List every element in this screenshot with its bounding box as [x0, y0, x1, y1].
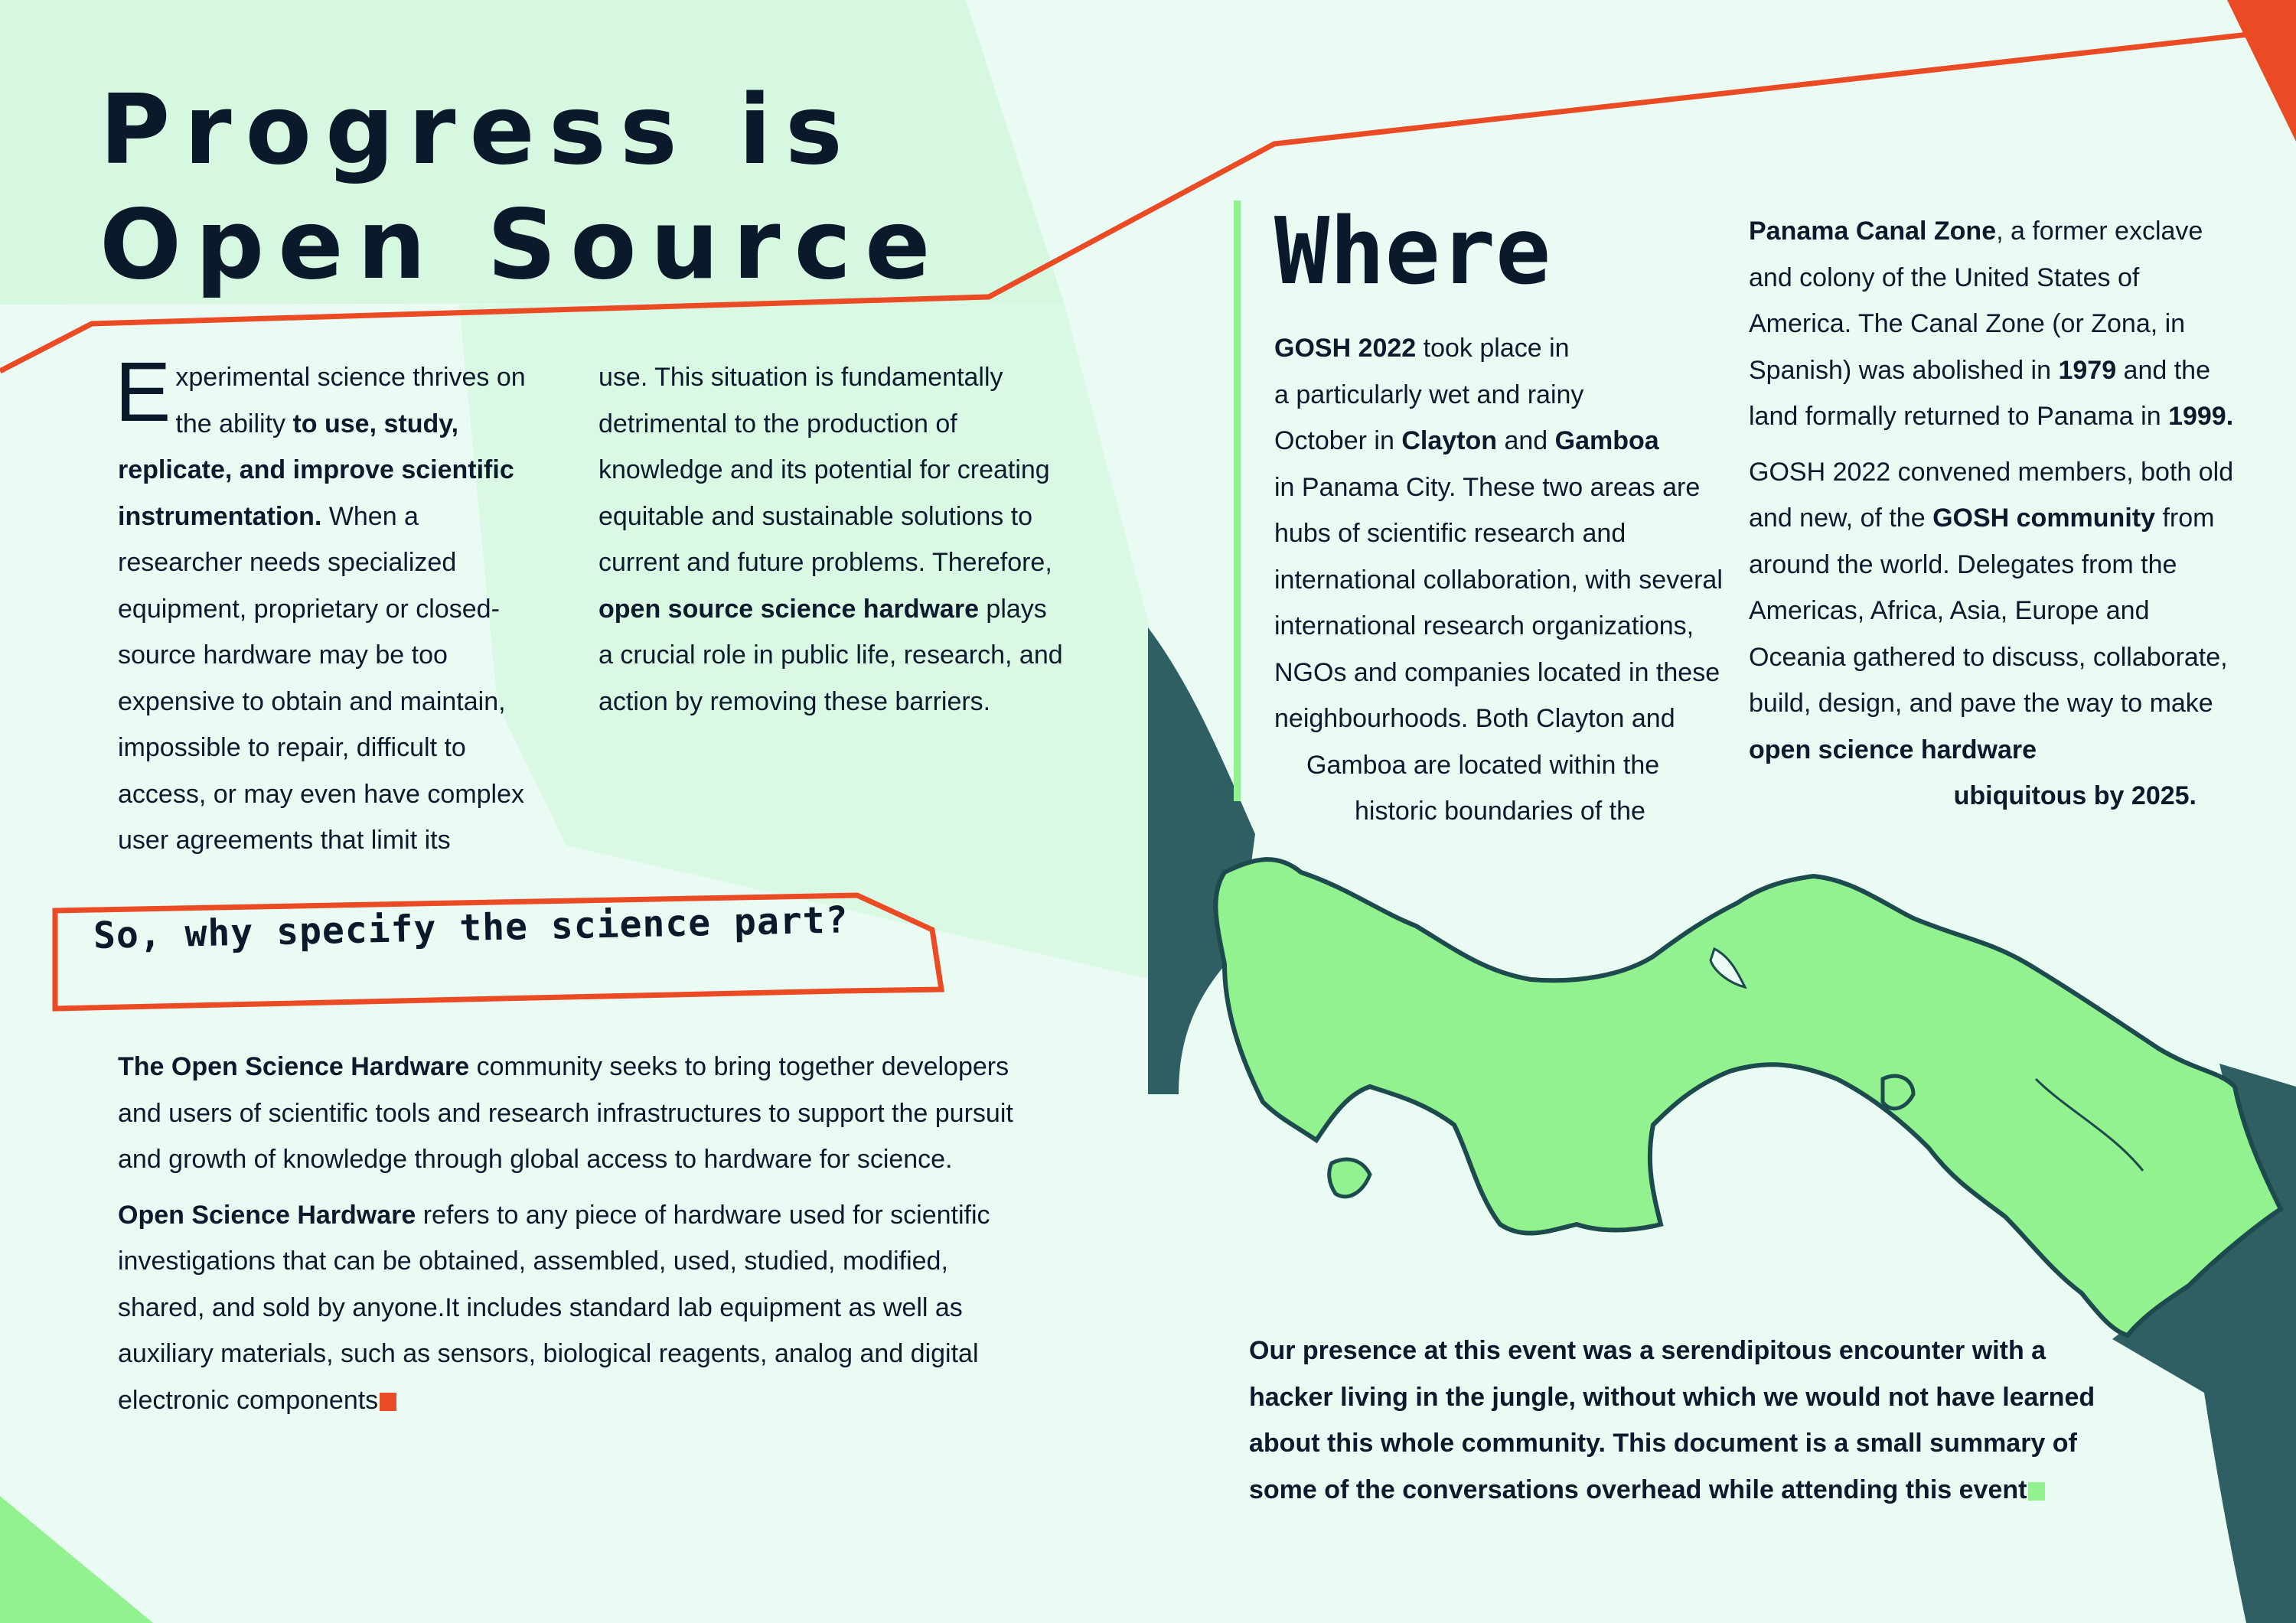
intro-column-1 [115, 345, 546, 864]
intro-col1-bold: to use, study, replicate, and improve scientific instrumentation. [118, 409, 514, 531]
intro-column-2 [598, 354, 1065, 725]
intro-col1-text-a: xperimental science thrives on the ability [175, 363, 526, 438]
science-paragraph-1 [118, 1044, 1029, 1183]
where-final-line [1749, 773, 2239, 820]
where-gamboa: Gamboa [1554, 426, 1659, 455]
science-p1-text: community seeks to bring together developers and users of scientific tools and research infrastructures to support the pursuit and growth of knowledge through global access to hardware for science. [118, 1052, 1013, 1174]
year-1979: 1979 [2058, 355, 2117, 385]
title-line-2: Open Source [99, 188, 944, 301]
gosh-community-bold: GOSH community [1932, 504, 2156, 533]
end-mark-green [2028, 1482, 2045, 1501]
canal-zone-bold: Panama Canal Zone [1749, 217, 1997, 246]
where-clayton: Clayton [1401, 426, 1497, 455]
intro-col2-bold: open source science hardware [598, 594, 979, 624]
intro-col1-text-b: When a researcher needs specialized equipment, proprietary or closed-source hardware may be too expensive to obtain and maintain, impossible to repair, difficult to access, or may even have complex user agreements that limit its [118, 501, 525, 855]
intro-col2-text-a: use. This situation is fundamentally detrimental to the production of knowledge and its potential for creating equitable and sustainable solutions to current and future problems. Therefore, [598, 363, 1052, 577]
closing-paragraph [1249, 1328, 2122, 1513]
bg-shape-corner [0, 1496, 153, 1623]
community-text-b: from around the world. Delegates from the Americas, Africa, Asia, Europe and Oceania gathered to discuss, collaborate, build, design, and pave the way to make [1749, 504, 2228, 718]
science-section [118, 1044, 1029, 1432]
end-mark-red [380, 1393, 396, 1411]
science-paragraph-2 [118, 1192, 1029, 1424]
map-island-2 [1883, 1076, 1913, 1109]
where-and: and [1497, 426, 1555, 455]
science-p1-bold: The Open Science Hardware [118, 1052, 470, 1081]
where-accent-bar [1234, 200, 1241, 801]
where-line-1 [1274, 325, 1733, 372]
where-paragraph-canal [1749, 208, 2239, 440]
where-line-2: a particularly wet and rainy [1274, 380, 1584, 409]
section-subheading: So, why specify the science part? [93, 898, 850, 957]
ubiquitous-bold: ubiquitous by 2025. [1953, 781, 2197, 810]
where-line-4: in Panama City. These two areas are hubs of scientific research and international collaboration, with several international research organizations, NGOs and companies located in these neighbourhoods. Both Clayton and [1274, 472, 1723, 733]
intro-col2-text-b: plays a crucial role in public life, research, and action by removing these barriers. [598, 594, 1063, 716]
closing-text: Our presence at this event was a serendipitous encounter with a hacker living in the jungle, without which we would not have learned about this whole community. This document is a small summary of some of the conversations overhead while attending this event [1249, 1336, 2095, 1504]
canal-text-mid: and the land formally returned to Panama in [1749, 355, 2210, 431]
map-island-1 [1329, 1159, 1370, 1197]
where-line-6: historic boundaries of the [1355, 797, 1645, 826]
community-text-a: GOSH 2022 convened members, both old and new, of the [1749, 457, 2234, 533]
page-title [99, 73, 944, 302]
year-1999: 1999. [2168, 402, 2234, 431]
science-p2-bold: Open Science Hardware [118, 1200, 416, 1230]
where-column-2 [1749, 208, 2239, 820]
science-p2-text: refers to any piece of hardware used for scientific investigations that can be obtained, assembled, used, studied, modified, shared, and sold by anyone.It includes standard lab equipment as well as auxiliary materials, such as sensors, biological reagents, analog and digital electronic components [118, 1200, 990, 1415]
osh-bold: open science hardware [1749, 735, 2037, 764]
canal-text: , a former exclave and colony of the United States of America. The Canal Zone (or Zona, in Spanish) was abolished in [1749, 217, 2203, 385]
title-line-1: Progress is [99, 73, 856, 186]
where-line-3 [1274, 418, 1733, 464]
where-l1-text: took place in [1416, 334, 1570, 363]
where-l3-text: October in [1274, 426, 1402, 455]
red-corner-shape [2227, 0, 2296, 142]
panama-map [1215, 859, 2281, 1335]
drop-cap: E [115, 345, 171, 439]
where-column-1 [1274, 325, 1733, 835]
where-heading: Where [1274, 199, 1551, 305]
where-paragraph-community [1749, 449, 2239, 774]
where-gosh-bold: GOSH 2022 [1274, 334, 1417, 363]
where-line-5: Gamboa are located within the [1306, 750, 1660, 780]
